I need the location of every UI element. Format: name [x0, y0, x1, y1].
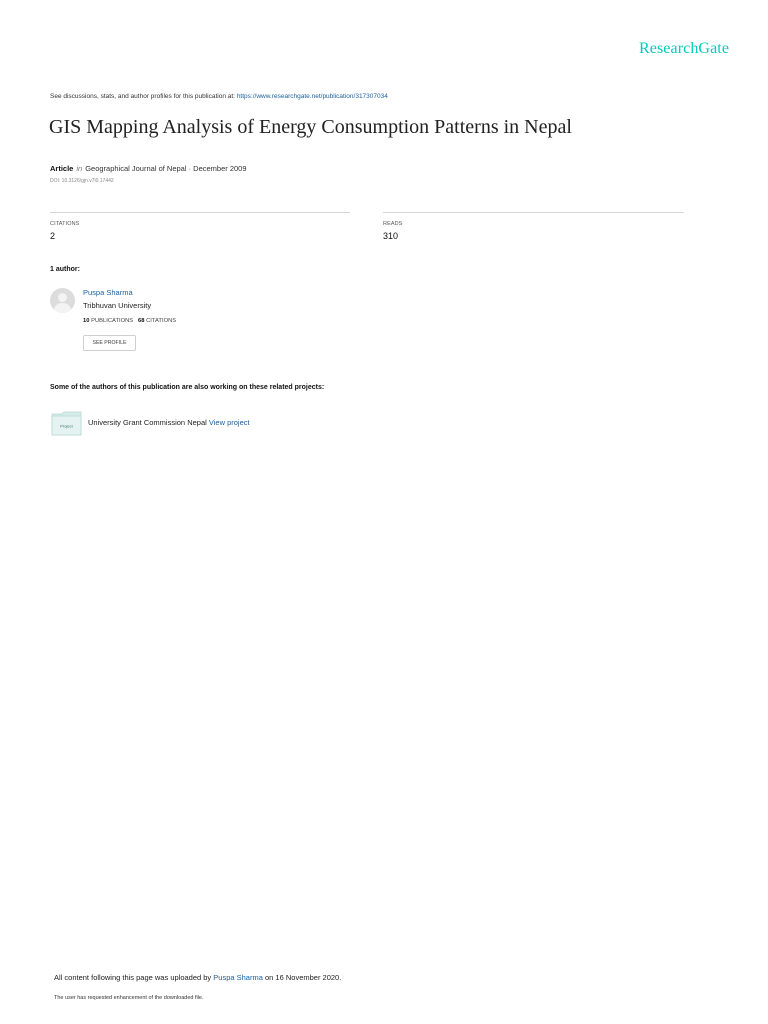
project-name: University Grant Commission Nepal: [88, 418, 207, 427]
upload-info: [54, 973, 341, 982]
uploader-link[interactable]: Puspa Sharma: [213, 973, 263, 982]
author-stats: [83, 318, 176, 324]
disclaimer: [50, 93, 388, 100]
related-projects-heading: Some of the authors of this publication are also working on these related projects:: [50, 384, 325, 391]
authors-heading: 1 author:: [50, 266, 80, 273]
upload-suffix: on 16 November 2020.: [265, 973, 342, 982]
article-type: Article: [50, 164, 74, 173]
project-icon-label: Project: [60, 423, 73, 429]
reads-label: READS: [383, 221, 403, 227]
author-citations-count: 68: [138, 318, 145, 324]
author-citations-label: CITATIONS: [146, 318, 177, 324]
reads-value: 310: [383, 231, 399, 241]
article-meta: [50, 164, 247, 173]
author-publications-label: PUBLICATIONS: [91, 318, 134, 324]
in-label: in: [76, 164, 83, 173]
disclaimer-text: See discussions, stats, and author profiles for this publication at:: [50, 93, 235, 100]
citations-label: CITATIONS: [50, 221, 80, 227]
journal-info: Geographical Journal of Nepal · December 2009: [85, 164, 247, 173]
doi: DOI: 10.3126/gjn.v7i0.17442: [50, 178, 114, 184]
view-project-link[interactable]: View project: [208, 418, 250, 427]
citations-divider: [50, 212, 350, 213]
author-avatar-icon[interactable]: [50, 288, 75, 313]
enhancement-note: The user has requested enhancement of the downloaded file.: [54, 995, 204, 1001]
citations-value: 2: [50, 231, 56, 241]
upload-prefix: All content following this page was uploaded by: [54, 973, 212, 982]
publication-url-link[interactable]: https://www.researchgate.net/publication/317307034: [236, 93, 388, 100]
reads-divider: [383, 212, 684, 213]
article-title: GIS Mapping Analysis of Energy Consumption Patterns in Nepal: [49, 116, 572, 138]
project-folder-icon[interactable]: [51, 411, 82, 436]
author-name-link[interactable]: Puspa Sharma: [83, 288, 133, 297]
researchgate-logo[interactable]: ResearchGate: [639, 40, 730, 57]
see-profile-button[interactable]: SEE PROFILE: [83, 335, 136, 351]
project-item: [88, 418, 250, 427]
author-institution: Tribhuvan University: [83, 301, 152, 310]
author-publications-count: 10: [83, 318, 90, 324]
